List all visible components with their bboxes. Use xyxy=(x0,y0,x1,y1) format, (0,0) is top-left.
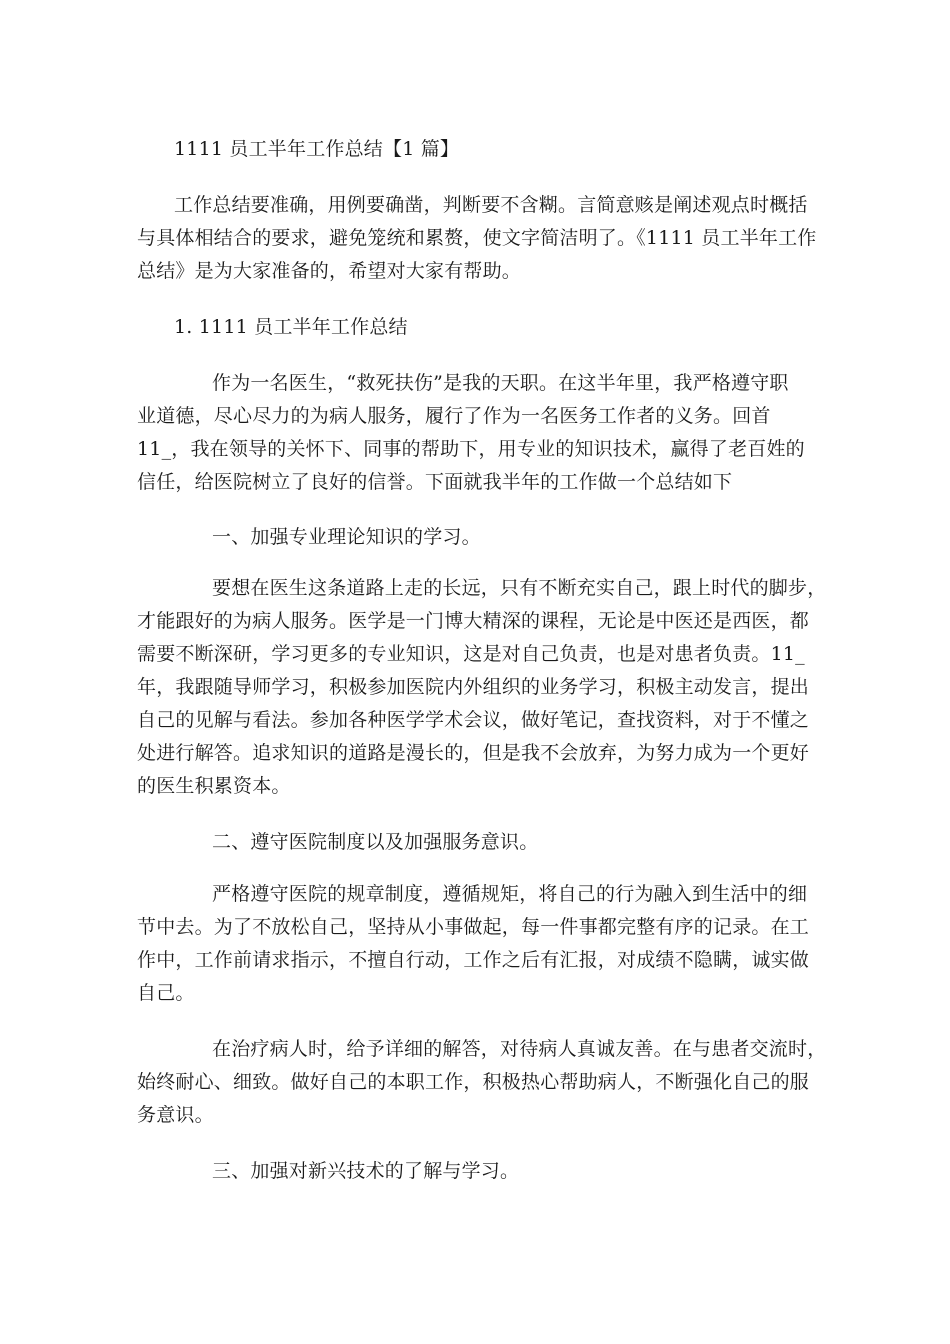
p1-line-4: 信任，给医院树立了良好的信誉。下面就我半年的工作做一个总结如下 xyxy=(137,471,733,493)
p4-line-2: 始终耐心、细致。做好自己的本职工作，积极热心帮助病人，不断强化自己的服 xyxy=(137,1071,810,1093)
p3-line-2: 节中去。为了不放松自己，坚持从小事做起，每一件事都完整有序的记录。在工 xyxy=(137,916,810,938)
heading-one: 一、加强专业理论知识的学习。 xyxy=(212,526,481,548)
p1-line-3: 11_，我在领导的关怀下、同事的帮助下，用专业的知识技术，赢得了老百姓的 xyxy=(137,438,805,460)
intro-line-1: 工作总结要准确，用例要确凿，判断要不含糊。言简意赅是阐述观点时概括 xyxy=(174,194,808,216)
p4-line-3: 务意识。 xyxy=(137,1104,214,1126)
section-heading: 1. 1111 员工半年工作总结 xyxy=(174,316,408,338)
p2-line-2: 才能跟好的为病人服务。医学是一门博大精深的课程，无论是中医还是西医，都 xyxy=(137,610,810,632)
p3-line-4: 自己。 xyxy=(137,982,195,1004)
p2-line-5: 自己的见解与看法。参加各种医学学术会议，做好笔记，查找资料，对于不懂之 xyxy=(137,709,810,731)
p3-line-1: 严格遵守医院的规章制度，遵循规矩，将自己的行为融入到生活中的细 xyxy=(212,883,808,905)
p2-line-6: 处进行解答。追求知识的道路是漫长的，但是我不会放弃，为努力成为一个更好 xyxy=(137,742,810,764)
p3-line-3: 作中，工作前请求指示，不擅自行动，工作之后有汇报，对成绩不隐瞒，诚实做 xyxy=(137,949,810,971)
p2-line-1: 要想在医生这条道路上走的长远，只有不断充实自己，跟上时代的脚步， xyxy=(212,577,827,599)
document-title: 1111 员工半年工作总结【1 篇】 xyxy=(174,138,460,160)
p1-line-2: 业道德，尽心尽力的为病人服务，履行了作为一名医务工作者的义务。回首 xyxy=(137,405,771,427)
heading-two: 二、遵守医院制度以及加强服务意识。 xyxy=(212,831,539,853)
p4-line-1: 在治疗病人时，给予详细的解答，对待病人真诚友善。在与患者交流时， xyxy=(212,1038,827,1060)
p2-line-7: 的医生积累资本。 xyxy=(137,775,291,797)
intro-line-3: 总结》是为大家准备的，希望对大家有帮助。 xyxy=(137,260,522,282)
p1-line-1: 作为一名医生，“救死扶伤”是我的天职。在这半年里，我严格遵守职 xyxy=(212,372,789,394)
p2-line-4: 年，我跟随导师学习，积极参加医院内外组织的业务学习，积极主动发言，提出 xyxy=(137,676,810,698)
p2-line-3: 需要不断深研，学习更多的专业知识，这是对自己负责，也是对患者负责。11_ xyxy=(137,643,805,665)
heading-three: 三、加强对新兴技术的了解与学习。 xyxy=(212,1160,520,1182)
intro-line-2: 与具体相结合的要求，避免笼统和累赘，使文字简洁明了。《1111 员工半年工作 xyxy=(137,227,817,249)
